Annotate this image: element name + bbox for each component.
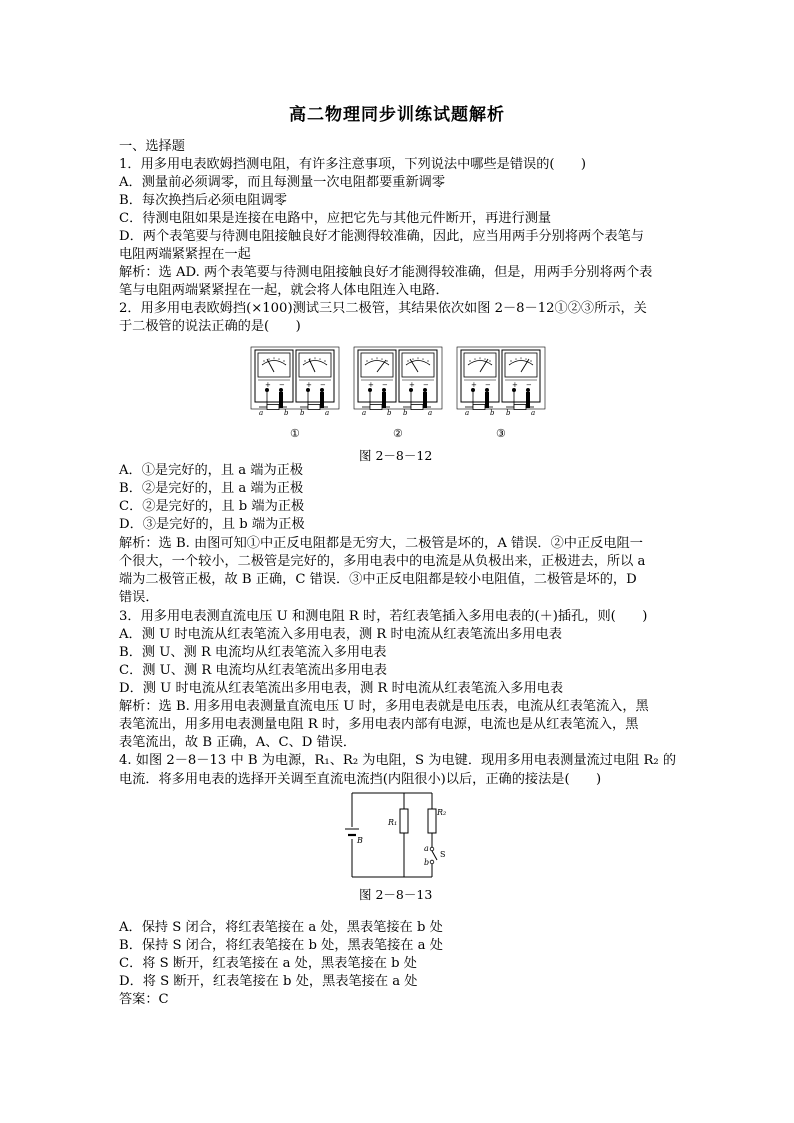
- probe-label: a: [465, 409, 470, 417]
- minus-sign: −: [485, 381, 491, 389]
- text-line: A．保持 S 闭合，将红表笔接在 a 处，黑表笔接在 b 处: [119, 920, 443, 935]
- probe-label: b: [284, 409, 289, 417]
- group-label: ①: [290, 427, 300, 440]
- switch-label: S: [440, 850, 446, 859]
- minus-sign: −: [526, 381, 532, 389]
- text-line: 电流．将多用电表的选择开关调至直流电流挡(内阻很小)以后，正确的接法是( ): [119, 772, 602, 787]
- plus-sign: +: [368, 381, 374, 389]
- meter-pair-2: [354, 347, 442, 410]
- page-title: 高二物理同步训练试题解析: [289, 105, 505, 125]
- group-label: ②: [393, 427, 403, 440]
- text-line: B．保持 S 闭合，将红表笔接在 b 处，黑表笔接在 a 处: [119, 938, 443, 953]
- plus-sign: +: [409, 381, 415, 389]
- text-line: 解析：选 B. 由图可知①中正反电阻都是无穷大，二极管是坏的，A 错误．②中正反电阻一: [119, 536, 643, 551]
- text-line: 电阻两端紧紧捏在一起: [119, 247, 251, 262]
- text-line: A．测 U 时电流从红表笔流入多用电表，测 R 时电流从红表笔流出多用电表: [119, 627, 562, 642]
- text-line: C．②是完好的，且 b 端为正极: [119, 499, 305, 514]
- text-line: 于二极管的说法正确的是( ): [119, 319, 301, 334]
- meter-pair-1: [251, 347, 339, 410]
- text-line: A．①是完好的，且 a 端为正极: [119, 463, 304, 478]
- probe-label: a: [531, 409, 536, 417]
- text-line: 错误．: [119, 590, 159, 605]
- text-line: 个很大，一个较小，二极管是完好的，多用电表中的电流是从负极出来，正极进去，所以 a: [119, 554, 646, 569]
- plus-sign: +: [306, 381, 312, 389]
- probe-label: b: [403, 409, 408, 417]
- r1-label: R₁: [388, 818, 398, 827]
- plus-sign: +: [512, 381, 518, 389]
- r2-label: R₂: [437, 808, 447, 817]
- plus-sign: +: [471, 381, 477, 389]
- minus-sign: −: [382, 381, 388, 389]
- probe-label: b: [300, 409, 305, 417]
- probe-label: a: [362, 409, 367, 417]
- figure-caption: 图 2－8－12: [359, 448, 433, 463]
- text-line: 表笔流出，故 B 正确，A、C、D 错误．: [119, 735, 357, 750]
- text-line: B．测 U、测 R 电流均从红表笔流入多用电表: [119, 645, 387, 660]
- probe-label: b: [387, 409, 392, 417]
- text-line: D．将 S 断开，红表笔接在 b 处，黑表笔接在 a 处: [119, 974, 418, 989]
- probe-label: a: [428, 409, 433, 417]
- text-line: 4. 如图 2－8－13 中 B 为电源，R₁、R₂ 为电阻，S 为电键．现用多用电表测量流过电阻 R₂ 的: [119, 753, 677, 768]
- minus-sign: −: [423, 381, 429, 389]
- battery-label: B: [357, 836, 363, 845]
- figure-caption: 图 2－8－13: [359, 887, 433, 902]
- node-b-label: b: [424, 858, 430, 867]
- probe-label: b: [506, 409, 511, 417]
- minus-sign: −: [279, 381, 285, 389]
- probe-label: b: [490, 409, 495, 417]
- text-line: B．②是完好的，且 a 端为正极: [119, 481, 304, 496]
- text-line: 解析：选 B. 用多用电表测量直流电压 U 时，多用电表就是电压表，电流从红表笔流入，黑: [119, 699, 649, 714]
- text-line: 解析：选 AD. 两个表笔要与待测电阻接触良好才能测得较准确，但是，用两手分别将两个表: [119, 265, 653, 280]
- text-line: 3．用多用电表测直流电压 U 和测电阻 R 时，若红表笔插入多用电表的(＋)插孔，则( ): [119, 609, 648, 624]
- text-line: C．测 U、测 R 电流均从红表笔流出多用电表: [119, 663, 387, 678]
- text-line: D．③是完好的，且 b 端为正极: [119, 517, 305, 532]
- text-line: 1．用多用电表欧姆挡测电阻，有许多注意事项，下列说法中哪些是错误的( ): [119, 157, 587, 172]
- text-line: C．待测电阻如果是连接在电路中，应把它先与其他元件断开，再进行测量: [119, 211, 552, 226]
- probe-label: a: [325, 409, 330, 417]
- text-line: D．两个表笔要与待测电阻接触良好才能测得较准确，因此，应当用两手分别将两个表笔与: [119, 229, 644, 244]
- group-label: ③: [496, 427, 506, 440]
- text-line: B．每次换挡后必须电阻调零: [119, 193, 287, 208]
- answer-line: 答案：C: [119, 992, 169, 1007]
- text-line: A．测量前必须调零，而且每测量一次电阻都要重新调零: [119, 175, 446, 190]
- text-line: 端为二极管正极，故 B 正确，C 错误．③中正反电阻都是较小电阻值，二极管是坏的，D: [119, 572, 637, 587]
- meter-pair-3: [457, 347, 545, 410]
- text-line: 表笔流出，用多用电表测量电阻 R 时，多用电表内部有电源，电流也是从红表笔流入，黑: [119, 717, 639, 732]
- node-a-label: a: [424, 844, 429, 853]
- plus-sign: +: [265, 381, 271, 389]
- minus-sign: −: [320, 381, 326, 389]
- text-line: 2．用多用电表欧姆挡(×100)测试三只二极管，其结果依次如图 2－8－12①②③所示，关: [119, 301, 647, 316]
- probe-label: a: [259, 409, 264, 417]
- text-line: D．测 U 时电流从红表笔流出多用电表，测 R 时电流从红表笔流入多用电表: [119, 681, 564, 696]
- figure-circuit: [340, 787, 460, 887]
- section-heading: 一、选择题: [119, 139, 185, 154]
- text-line: C．将 S 断开，红表笔接在 a 处，黑表笔接在 b 处: [119, 956, 417, 971]
- text-line: 笔与电阻两端紧紧捏在一起，就会将人体电阻连入电路．: [119, 283, 449, 298]
- figure-multimeters: [250, 345, 550, 445]
